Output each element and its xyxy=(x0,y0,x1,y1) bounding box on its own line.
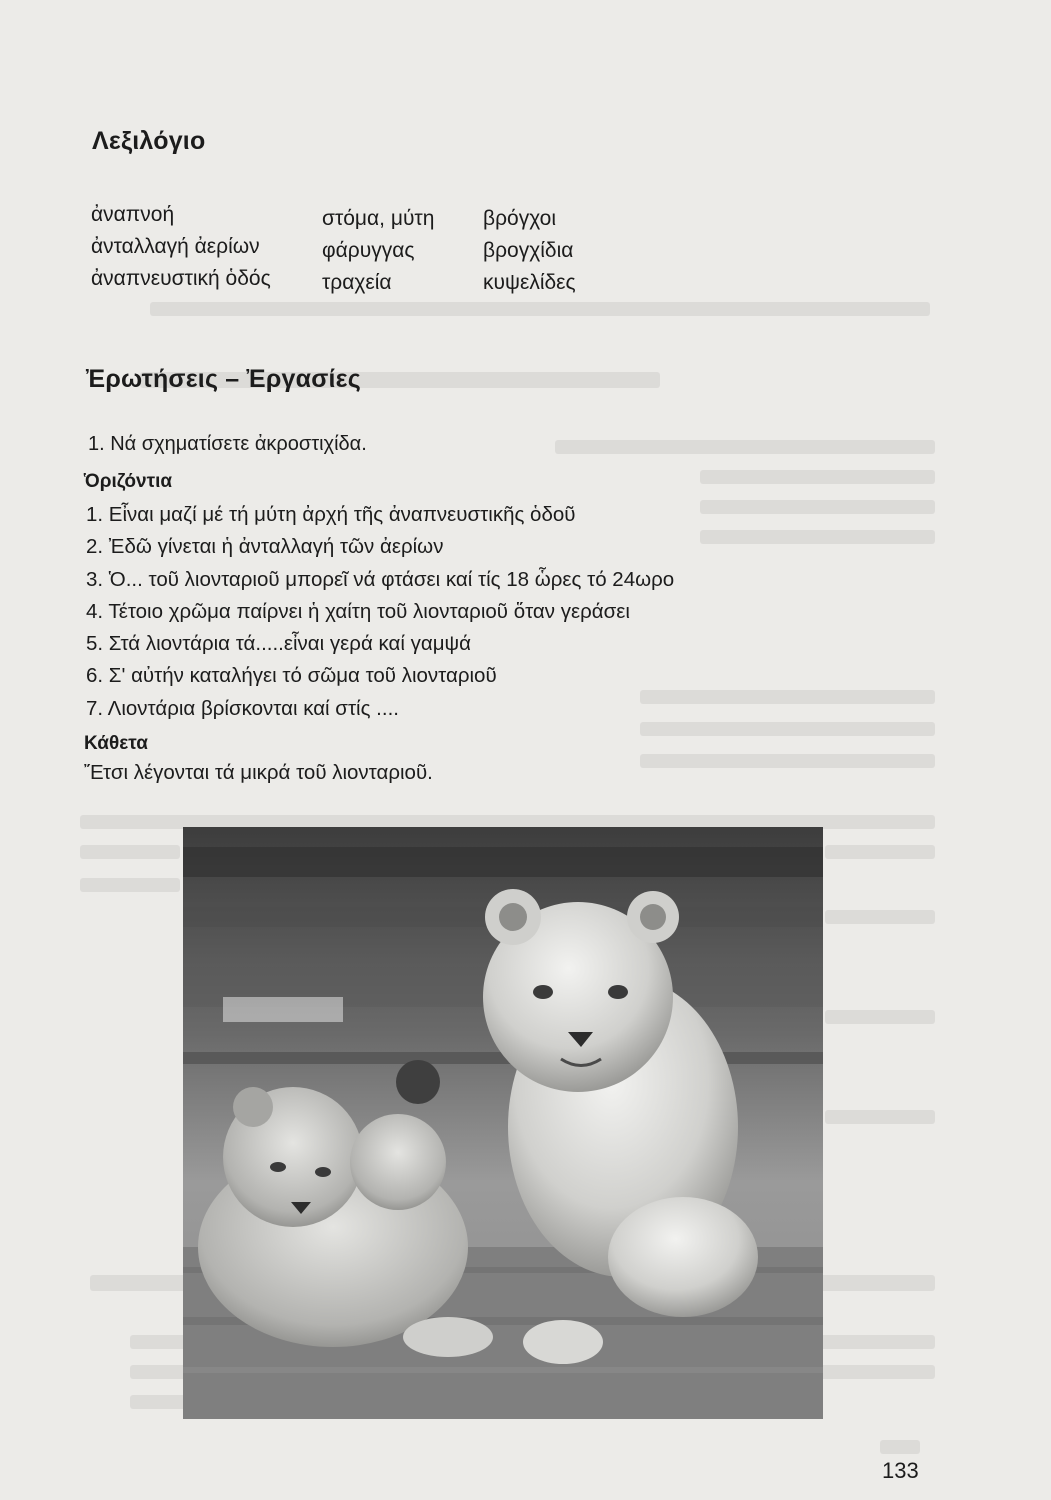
bleed-through xyxy=(640,690,935,704)
page-number: 133 xyxy=(882,1458,919,1483)
vocabulary-term: ἀναπνευστική ὁδός xyxy=(91,267,271,290)
bleed-through xyxy=(640,754,935,768)
bleed-through xyxy=(825,1010,935,1024)
crossword-clue: 2. Ἐδῶ γίνεται ἡ ἀνταλλαγή τῶν ἀερίων xyxy=(86,535,444,559)
crossword-clue: Ἔτσι λέγονται τά μικρά τοῦ λιονταριοῦ. xyxy=(84,761,433,784)
bleed-through xyxy=(880,1440,920,1454)
vocabulary-term: τραχεία xyxy=(322,271,392,294)
bleed-through xyxy=(555,440,935,454)
lion-cubs-illustration xyxy=(183,827,823,1419)
vocabulary-term: βρογχίδια xyxy=(483,239,574,262)
bleed-through xyxy=(825,845,935,859)
bleed-through xyxy=(700,530,935,544)
crossword-clue: 6. Σ' αὐτήν καταλήγει τό σῶμα τοῦ λιονταριοῦ xyxy=(86,664,497,688)
bleed-through xyxy=(150,302,930,316)
vocabulary-term: ἀνταλλαγή ἀερίων xyxy=(91,235,260,258)
bleed-through xyxy=(825,910,935,924)
vocabulary-column-1 xyxy=(91,199,271,295)
vocabulary-term: ἀναπνοή xyxy=(91,203,175,226)
crossword-clue: 1. Εἶναι μαζί μέ τή μύτη ἀρχή τῆς ἀναπνευστικῆς ὁδοῦ xyxy=(86,503,576,526)
lion-cubs-photo xyxy=(183,827,823,1419)
bleed-through xyxy=(825,1110,935,1124)
crossword-clue: 7. Λιοντάρια βρίσκονται καί στίς .... xyxy=(86,696,399,720)
crossword-clue: 5. Στά λιοντάρια τά.....εἶναι γερά καί γαμψά xyxy=(86,632,471,656)
vocabulary-term: βρόγχοι xyxy=(483,207,557,230)
vocabulary-column-3 xyxy=(483,203,576,299)
exercises-heading: Ἐρωτήσεις – Ἐργασίες xyxy=(86,365,361,393)
bleed-through xyxy=(80,878,180,892)
vocabulary-column-2 xyxy=(322,203,434,299)
crossword-clue: 3. Ὁ... τοῦ λιονταριοῦ μπορεῖ νά φτάσει καί τίς 18 ὧρες τό 24ωρο xyxy=(86,567,675,591)
bleed-through xyxy=(700,470,935,484)
bleed-through xyxy=(640,722,935,736)
exercise-instruction: 1. Νά σχηματίσετε ἀκροστιχίδα. xyxy=(88,433,367,455)
vocabulary-term: κυψελίδες xyxy=(483,271,576,294)
horizontal-clues-heading: Ὁριζόντια xyxy=(84,471,173,492)
vocabulary-heading: Λεξιλόγιο xyxy=(92,127,206,155)
crossword-clue: 4. Τέτοιο χρῶμα παίρνει ἡ χαίτη τοῦ λιονταριοῦ ὅταν γεράσει xyxy=(86,599,630,623)
vertical-clues-heading: Κάθετα xyxy=(84,733,148,754)
vocabulary-term: στόμα, μύτη xyxy=(322,207,435,230)
horizontal-clues-list xyxy=(86,499,674,725)
bleed-through xyxy=(700,500,935,514)
vocabulary-term: φάρυγγας xyxy=(322,239,415,262)
bleed-through xyxy=(80,845,180,859)
